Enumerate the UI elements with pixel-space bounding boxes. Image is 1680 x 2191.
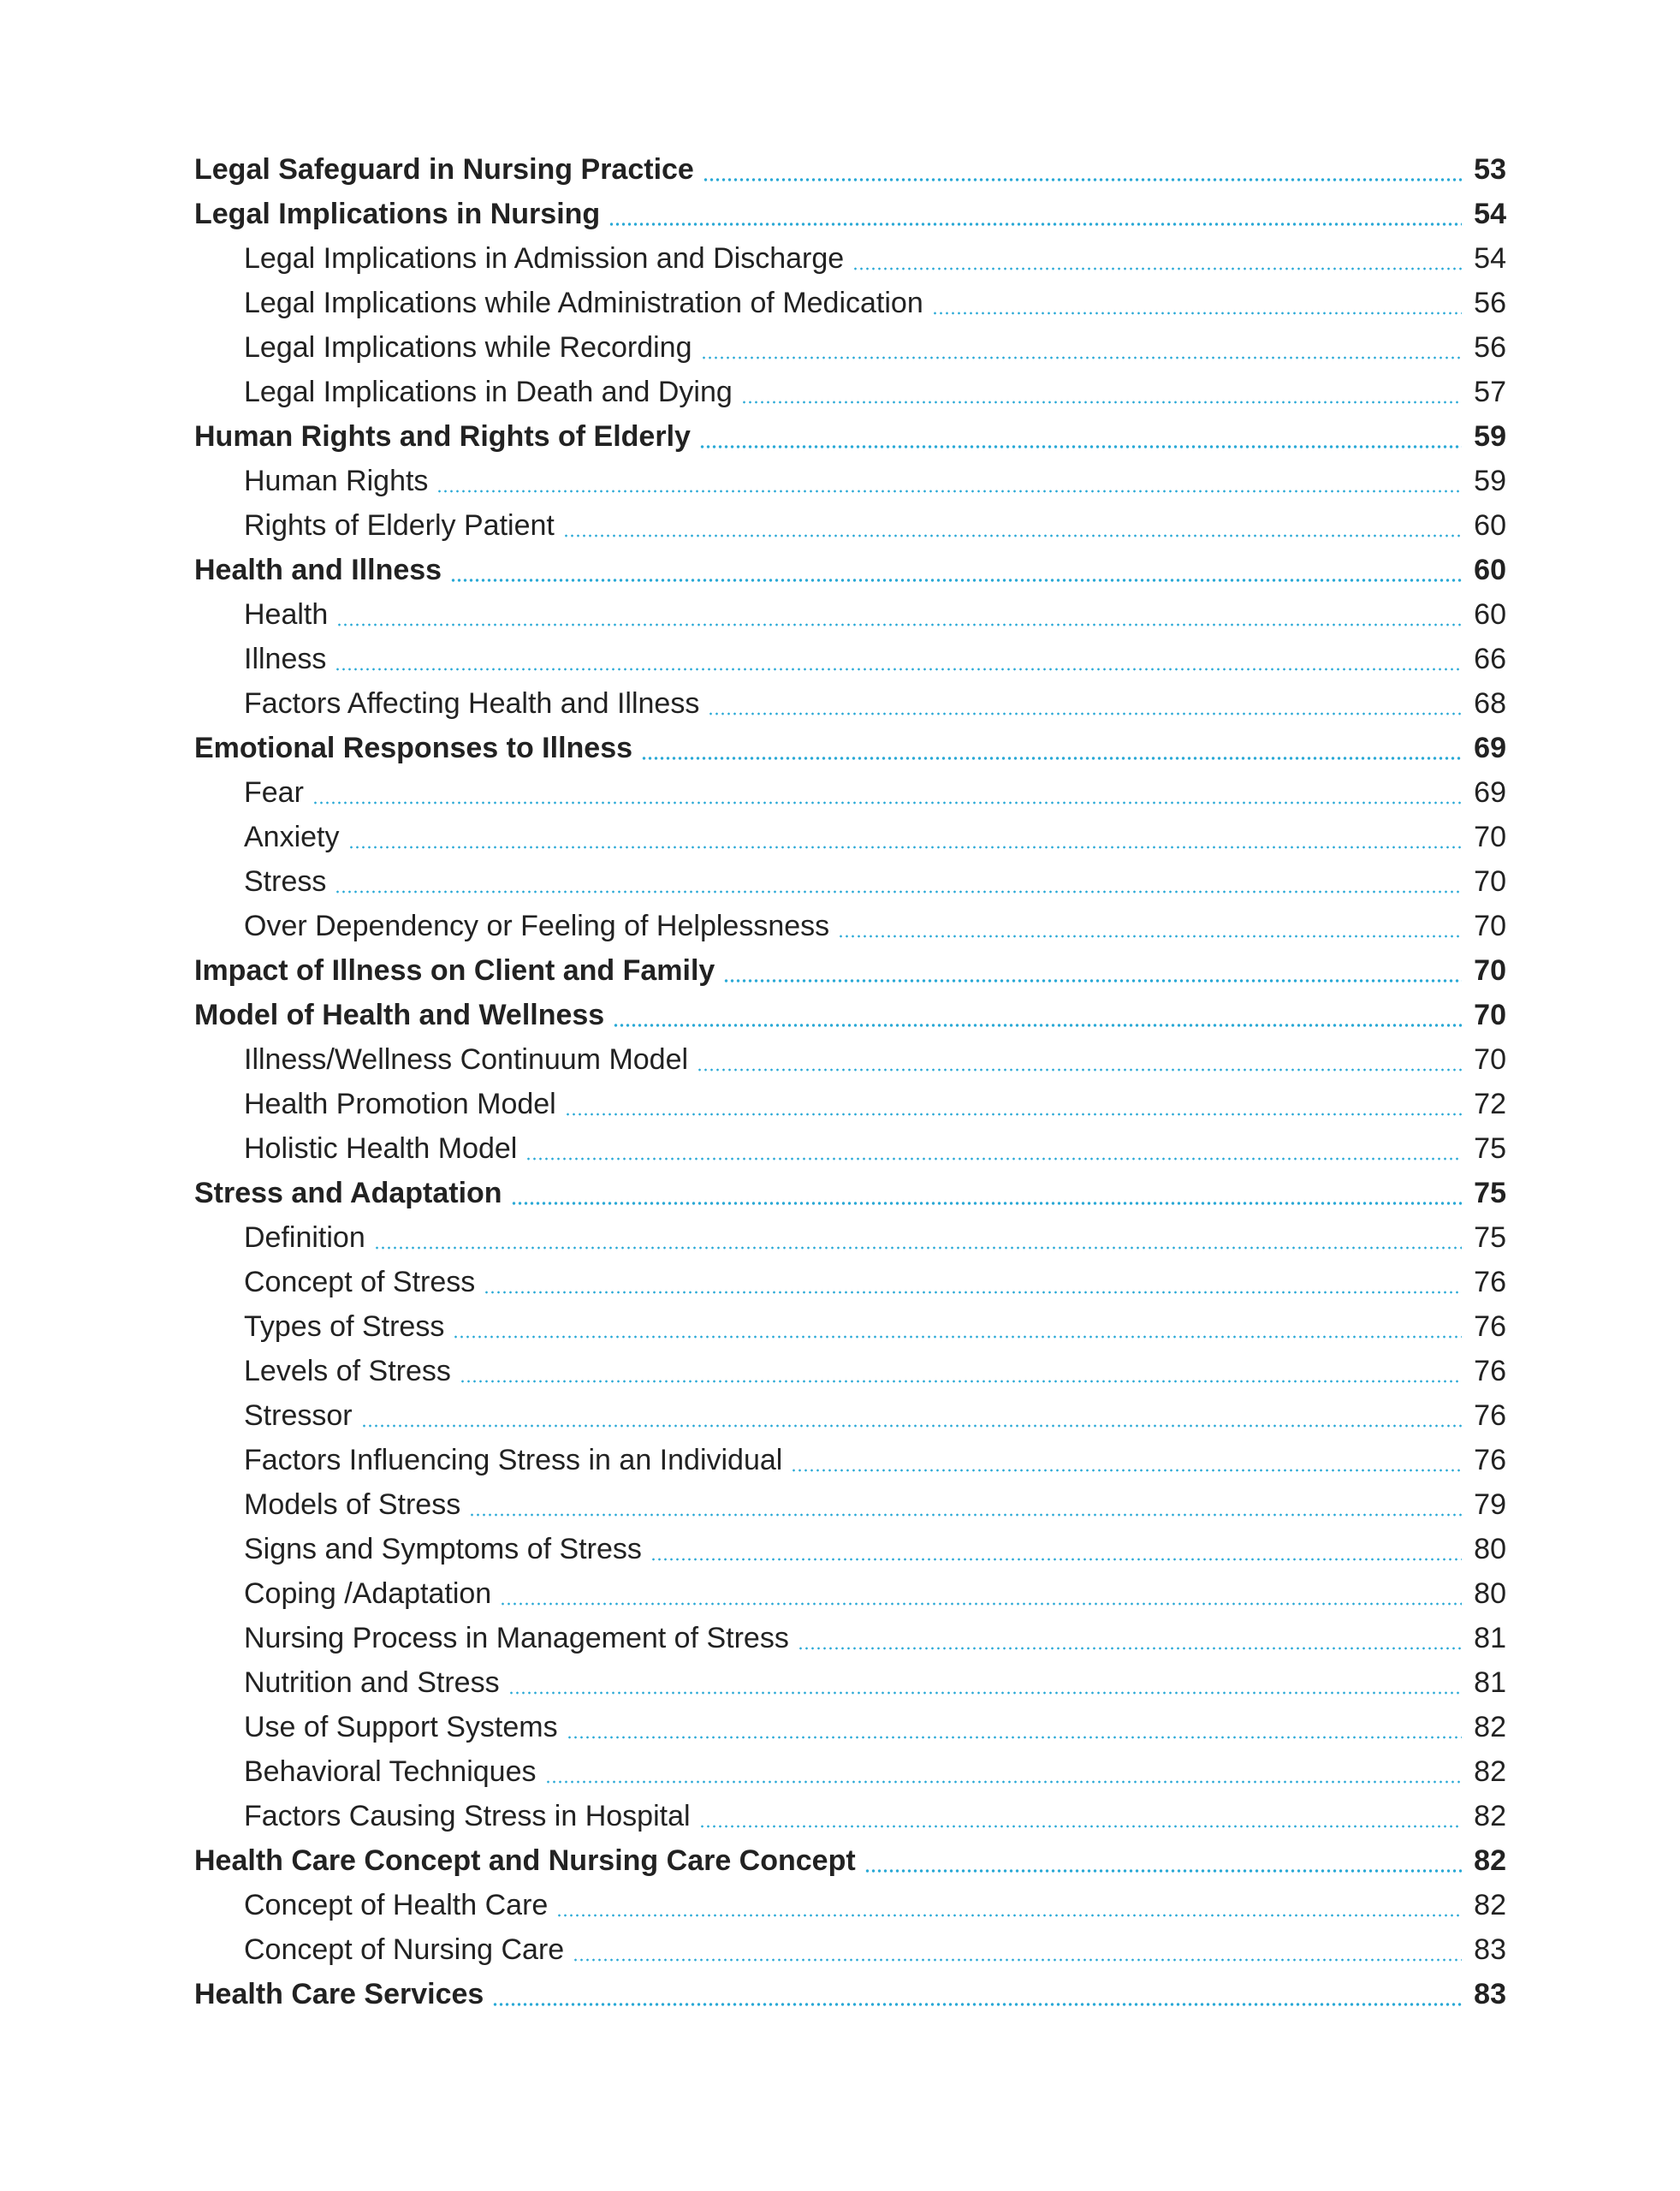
toc-section-entry[interactable] <box>194 948 1506 993</box>
toc-entry-page-number: 70 <box>1474 999 1506 1031</box>
toc-entry-title: Types of Stress <box>244 1310 445 1343</box>
dot-leader <box>500 1602 1462 1606</box>
toc-entry-title: Health Care Concept and Nursing Care Concept <box>194 1844 856 1877</box>
toc-section-entry[interactable] <box>194 1972 1506 2016</box>
toc-entry-title: Rights of Elderly Patient <box>244 509 555 542</box>
toc-entry-page-number: 76 <box>1474 1399 1506 1432</box>
toc-entry-page-number: 57 <box>1474 376 1506 408</box>
dot-leader <box>348 846 1463 849</box>
toc-entry-title: Behavioral Techniques <box>244 1755 537 1788</box>
dot-leader <box>641 757 1462 760</box>
toc-subsection-entry[interactable] <box>194 325 1506 370</box>
toc-entry-title: Model of Health and Wellness <box>194 999 605 1031</box>
dot-leader <box>450 579 1462 582</box>
toc-entry-title: Emotional Responses to Illness <box>194 732 633 764</box>
toc-entry-title: Use of Support Systems <box>244 1711 558 1743</box>
toc-subsection-entry[interactable] <box>194 1794 1506 1838</box>
dot-leader <box>374 1246 1462 1250</box>
toc-entry-title: Illness/Wellness Continuum Model <box>244 1043 689 1076</box>
toc-entry-page-number: 70 <box>1474 821 1506 853</box>
toc-entry-page-number: 75 <box>1474 1132 1506 1165</box>
toc-entry-page-number: 60 <box>1474 598 1506 631</box>
dot-leader <box>567 1736 1462 1739</box>
toc-subsection-entry[interactable] <box>194 281 1506 325</box>
toc-entry-title: Anxiety <box>244 821 340 853</box>
toc-subsection-entry[interactable] <box>194 1126 1506 1171</box>
toc-entry-title: Concept of Nursing Care <box>244 1933 565 1966</box>
toc-subsection-entry[interactable] <box>194 1571 1506 1616</box>
toc-subsection-entry[interactable] <box>194 1349 1506 1393</box>
toc-subsection-entry[interactable] <box>194 592 1506 637</box>
toc-entry-title: Impact of Illness on Client and Family <box>194 954 715 987</box>
toc-subsection-entry[interactable] <box>194 904 1506 948</box>
toc-entry-page-number: 82 <box>1474 1800 1506 1832</box>
dot-leader <box>525 1157 1462 1161</box>
toc-entry-title: Signs and Symptoms of Stress <box>244 1533 642 1565</box>
toc-entry-title: Legal Implications in Nursing <box>194 198 601 230</box>
toc-entry-page-number: 82 <box>1474 1844 1506 1877</box>
toc-subsection-entry[interactable] <box>194 1927 1506 1972</box>
dot-leader <box>565 1113 1462 1116</box>
toc-subsection-entry[interactable] <box>194 1616 1506 1660</box>
dot-leader <box>335 890 1462 894</box>
toc-section-entry[interactable] <box>194 726 1506 770</box>
dot-leader <box>556 1914 1462 1917</box>
dot-leader <box>791 1469 1462 1472</box>
toc-entry-page-number: 69 <box>1474 732 1506 764</box>
dot-leader <box>838 935 1462 938</box>
toc-entry-title: Concept of Health Care <box>244 1889 549 1921</box>
toc-subsection-entry[interactable] <box>194 1304 1506 1349</box>
toc-entry-title: Legal Implications while Recording <box>244 331 692 364</box>
toc-subsection-entry[interactable] <box>194 1527 1506 1571</box>
dot-leader <box>798 1647 1462 1650</box>
toc-entry-page-number: 83 <box>1474 1978 1506 2010</box>
toc-entry-title: Stressor <box>244 1399 353 1432</box>
toc-section-entry[interactable] <box>194 548 1506 592</box>
dot-leader <box>613 1024 1462 1027</box>
toc-entry-page-number: 81 <box>1474 1666 1506 1699</box>
toc-entry-title: Legal Implications in Admission and Discharge <box>244 242 845 275</box>
toc-entry-title: Health Promotion Model <box>244 1088 556 1120</box>
toc-entry-page-number: 53 <box>1474 153 1506 186</box>
toc-entry-title: Health <box>244 598 329 631</box>
toc-entry-page-number: 56 <box>1474 331 1506 364</box>
toc-entry-title: Concept of Stress <box>244 1266 476 1298</box>
toc-entry-page-number: 82 <box>1474 1755 1506 1788</box>
toc-subsection-entry[interactable] <box>194 459 1506 503</box>
dot-leader <box>699 445 1462 448</box>
toc-entry-page-number: 75 <box>1474 1177 1506 1209</box>
toc-entry-page-number: 54 <box>1474 242 1506 275</box>
toc-subsection-entry[interactable] <box>194 681 1506 726</box>
dot-leader <box>650 1558 1462 1561</box>
toc-entry-page-number: 54 <box>1474 198 1506 230</box>
toc-entry-title: Factors Affecting Health and Illness <box>244 687 700 720</box>
dot-leader <box>608 223 1462 226</box>
dot-leader <box>336 623 1462 626</box>
dot-leader <box>563 534 1462 537</box>
toc-entry-page-number: 76 <box>1474 1266 1506 1298</box>
dot-leader <box>703 178 1462 181</box>
toc-entry-page-number: 68 <box>1474 687 1506 720</box>
toc-subsection-entry[interactable] <box>194 1482 1506 1527</box>
dot-leader <box>701 356 1463 359</box>
dot-leader <box>361 1424 1462 1428</box>
toc-subsection-entry[interactable] <box>194 859 1506 904</box>
toc-section-entry[interactable] <box>194 1171 1506 1215</box>
toc-entry-title: Nursing Process in Management of Stress <box>244 1622 789 1654</box>
toc-entry-page-number: 82 <box>1474 1711 1506 1743</box>
toc-entry-title: Factors Influencing Stress in an Individual <box>244 1444 783 1476</box>
toc-entry-page-number: 72 <box>1474 1088 1506 1120</box>
toc-entry-page-number: 56 <box>1474 287 1506 319</box>
toc-entry-page-number: 76 <box>1474 1310 1506 1343</box>
toc-subsection-entry[interactable] <box>194 1660 1506 1705</box>
dot-leader <box>335 668 1462 671</box>
toc-entry-page-number: 70 <box>1474 1043 1506 1076</box>
toc-subsection-entry[interactable] <box>194 370 1506 414</box>
table-of-contents <box>194 147 1506 2016</box>
toc-entry-page-number: 76 <box>1474 1355 1506 1387</box>
toc-subsection-entry[interactable] <box>194 1438 1506 1482</box>
dot-leader <box>741 401 1462 404</box>
toc-subsection-entry[interactable] <box>194 1215 1506 1260</box>
dot-leader <box>864 1869 1462 1873</box>
toc-entry-page-number: 69 <box>1474 776 1506 809</box>
dot-leader <box>697 1068 1462 1072</box>
dot-leader <box>699 1825 1462 1828</box>
toc-entry-page-number: 60 <box>1474 509 1506 542</box>
toc-subsection-entry[interactable] <box>194 1883 1506 1927</box>
toc-entry-title: Legal Implications in Death and Dying <box>244 376 733 408</box>
dot-leader <box>573 1958 1462 1962</box>
toc-subsection-entry[interactable] <box>194 815 1506 859</box>
toc-subsection-entry[interactable] <box>194 1393 1506 1438</box>
toc-entry-title: Stress and Adaptation <box>194 1177 502 1209</box>
dot-leader <box>492 2003 1462 2006</box>
toc-subsection-entry[interactable] <box>194 236 1506 281</box>
dot-leader <box>852 267 1462 270</box>
toc-subsection-entry[interactable] <box>194 770 1506 815</box>
toc-subsection-entry[interactable] <box>194 1037 1506 1082</box>
toc-subsection-entry[interactable] <box>194 1082 1506 1126</box>
dot-leader <box>545 1780 1463 1784</box>
toc-entry-page-number: 75 <box>1474 1221 1506 1254</box>
dot-leader <box>453 1335 1462 1339</box>
toc-entry-page-number: 76 <box>1474 1444 1506 1476</box>
toc-entry-title: Human Rights <box>244 465 429 497</box>
toc-entry-page-number: 60 <box>1474 554 1506 586</box>
toc-section-entry[interactable] <box>194 192 1506 236</box>
dot-leader <box>508 1691 1462 1695</box>
dot-leader <box>708 712 1462 715</box>
toc-entry-page-number: 81 <box>1474 1622 1506 1654</box>
toc-entry-page-number: 70 <box>1474 865 1506 898</box>
toc-subsection-entry[interactable] <box>194 1705 1506 1749</box>
toc-subsection-entry[interactable] <box>194 637 1506 681</box>
toc-entry-title: Stress <box>244 865 327 898</box>
toc-subsection-entry[interactable] <box>194 1260 1506 1304</box>
toc-entry-title: Human Rights and Rights of Elderly <box>194 420 691 453</box>
toc-entry-title: Over Dependency or Feeling of Helplessness <box>244 910 830 942</box>
dot-leader <box>723 979 1462 983</box>
toc-entry-title: Illness <box>244 643 327 675</box>
toc-section-entry[interactable] <box>194 1838 1506 1883</box>
dot-leader <box>312 801 1462 805</box>
toc-entry-page-number: 80 <box>1474 1533 1506 1565</box>
toc-entry-page-number: 59 <box>1474 465 1506 497</box>
toc-entry-title: Definition <box>244 1221 365 1254</box>
toc-entry-page-number: 70 <box>1474 910 1506 942</box>
dot-leader <box>460 1380 1462 1383</box>
toc-entry-title: Nutrition and Stress <box>244 1666 500 1699</box>
toc-section-entry[interactable] <box>194 414 1506 459</box>
toc-entry-page-number: 83 <box>1474 1933 1506 1966</box>
toc-entry-page-number: 70 <box>1474 954 1506 987</box>
toc-subsection-entry[interactable] <box>194 503 1506 548</box>
toc-entry-title: Legal Safeguard in Nursing Practice <box>194 153 694 186</box>
toc-entry-page-number: 79 <box>1474 1488 1506 1521</box>
toc-entry-title: Fear <box>244 776 304 809</box>
toc-entry-title: Health and Illness <box>194 554 442 586</box>
toc-entry-page-number: 66 <box>1474 643 1506 675</box>
dot-leader <box>932 312 1462 315</box>
toc-entry-title: Levels of Stress <box>244 1355 451 1387</box>
toc-entry-title: Coping /Adaptation <box>244 1577 492 1610</box>
toc-entry-title: Factors Causing Stress in Hospital <box>244 1800 691 1832</box>
dot-leader <box>511 1202 1462 1205</box>
toc-entry-page-number: 82 <box>1474 1889 1506 1921</box>
toc-entry-title: Models of Stress <box>244 1488 461 1521</box>
dot-leader <box>469 1513 1462 1517</box>
toc-section-entry[interactable] <box>194 147 1506 192</box>
dot-leader <box>484 1291 1462 1294</box>
toc-section-entry[interactable] <box>194 993 1506 1037</box>
toc-entry-page-number: 80 <box>1474 1577 1506 1610</box>
toc-entry-page-number: 59 <box>1474 420 1506 453</box>
toc-entry-title: Legal Implications while Administration of Medication <box>244 287 923 319</box>
toc-entry-title: Holistic Health Model <box>244 1132 518 1165</box>
toc-entry-title: Health Care Services <box>194 1978 484 2010</box>
toc-subsection-entry[interactable] <box>194 1749 1506 1794</box>
dot-leader <box>436 490 1462 493</box>
